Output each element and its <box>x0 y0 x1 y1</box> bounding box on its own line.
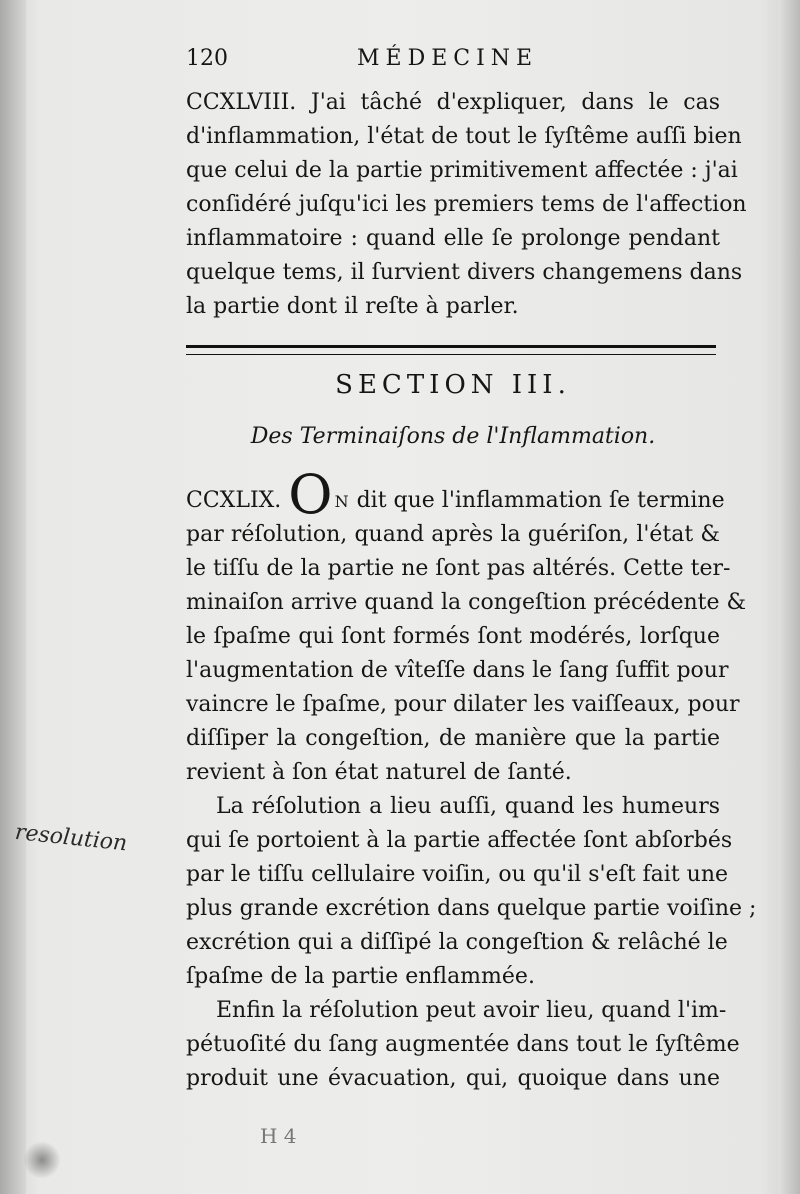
page-number: 120 <box>186 46 228 71</box>
text-line: vaincre le ſpaſme, pour dilater les vaiſſeaux, pour <box>186 692 740 717</box>
text-line: par le tiſſu cellulaire voiſin, ou qu'il s'eſt fait une <box>186 862 729 887</box>
text-line: quelque tems, il ſurvient divers changemens dans <box>186 260 743 285</box>
text-line: l'augmentation de vîteſſe dans le ſang ſuffit pour <box>186 658 729 683</box>
text-line: conſidéré juſqu'ici les premiers tems de l'affection <box>186 192 747 217</box>
paragraph-ccxlix <box>186 463 757 1096</box>
text-line: pétuoſité du ſang augmentée dans tout le ſyſtême <box>186 1032 740 1057</box>
section-subtitle: Des Terminaiſons de l'Inflammation. <box>250 424 656 449</box>
text-line: plus grande excrétion dans quelque partie voiſine ; <box>186 896 757 921</box>
text-line: la partie dont il reſte à parler. <box>186 294 519 319</box>
text-line: par réſolution, quand après la guériſon, l'état & <box>186 522 720 547</box>
text-line: minaiſon arrive quand la congeſtion précédente & <box>186 590 747 615</box>
text-line: qui ſe portoient à la partie affectée ſont abſorbés <box>186 828 733 853</box>
ink-stain <box>24 1140 60 1180</box>
paragraph-ccxlviii <box>186 86 747 324</box>
running-head <box>182 44 722 80</box>
text-line: Enfin la réſolution peut avoir lieu, quand l'im- <box>216 998 727 1023</box>
text-line: que celui de la partie primitivement affectée : j'ai <box>186 158 738 183</box>
text-line: le ſpaſme qui ſont formés ſont modérés, lorſque <box>186 624 720 649</box>
handwritten-margin-note: resolution <box>13 819 129 857</box>
text-line: revient à ſon état naturel de ſanté. <box>186 760 572 785</box>
page-spine-shadow <box>0 0 26 1194</box>
first-line-rest: dit que l'inflammation ſe termine <box>349 488 725 513</box>
text-line: CCXLVIII. J'ai tâché d'expliquer, dans le cas <box>186 90 720 115</box>
text-line: ſpaſme de la partie enflammée. <box>186 964 535 989</box>
paragraph-label: CCXLIX. <box>186 488 282 513</box>
text-line: produit une évacuation, qui, quoique dans une <box>186 1066 720 1091</box>
text-line: inflammatoire : quand elle ſe prolonge pendant <box>186 226 720 251</box>
text-line: le tiſſu de la partie ne ſont pas altérés. Cette ter- <box>186 556 731 581</box>
text-line: d'inflammation, l'état de tout le ſyſtême auſſi bien <box>186 124 742 149</box>
small-cap-letter: N <box>334 492 350 511</box>
section-heading: SECTION III. <box>335 370 571 400</box>
text-line: excrétion qui a diſſipé la congeſtion & relâché le <box>186 930 728 955</box>
drop-cap: O <box>288 463 333 526</box>
signature-mark: H 4 <box>260 1124 297 1148</box>
text-line: La réſolution a lieu auſſi, quand les humeurs <box>216 794 720 819</box>
section-divider-rule <box>186 345 716 355</box>
page-edge-shadow <box>778 0 800 1194</box>
text-line-first <box>186 463 725 526</box>
text-line: diſſiper la congeſtion, de manière que la partie <box>186 726 720 751</box>
running-title: MÉDECINE <box>357 46 539 71</box>
